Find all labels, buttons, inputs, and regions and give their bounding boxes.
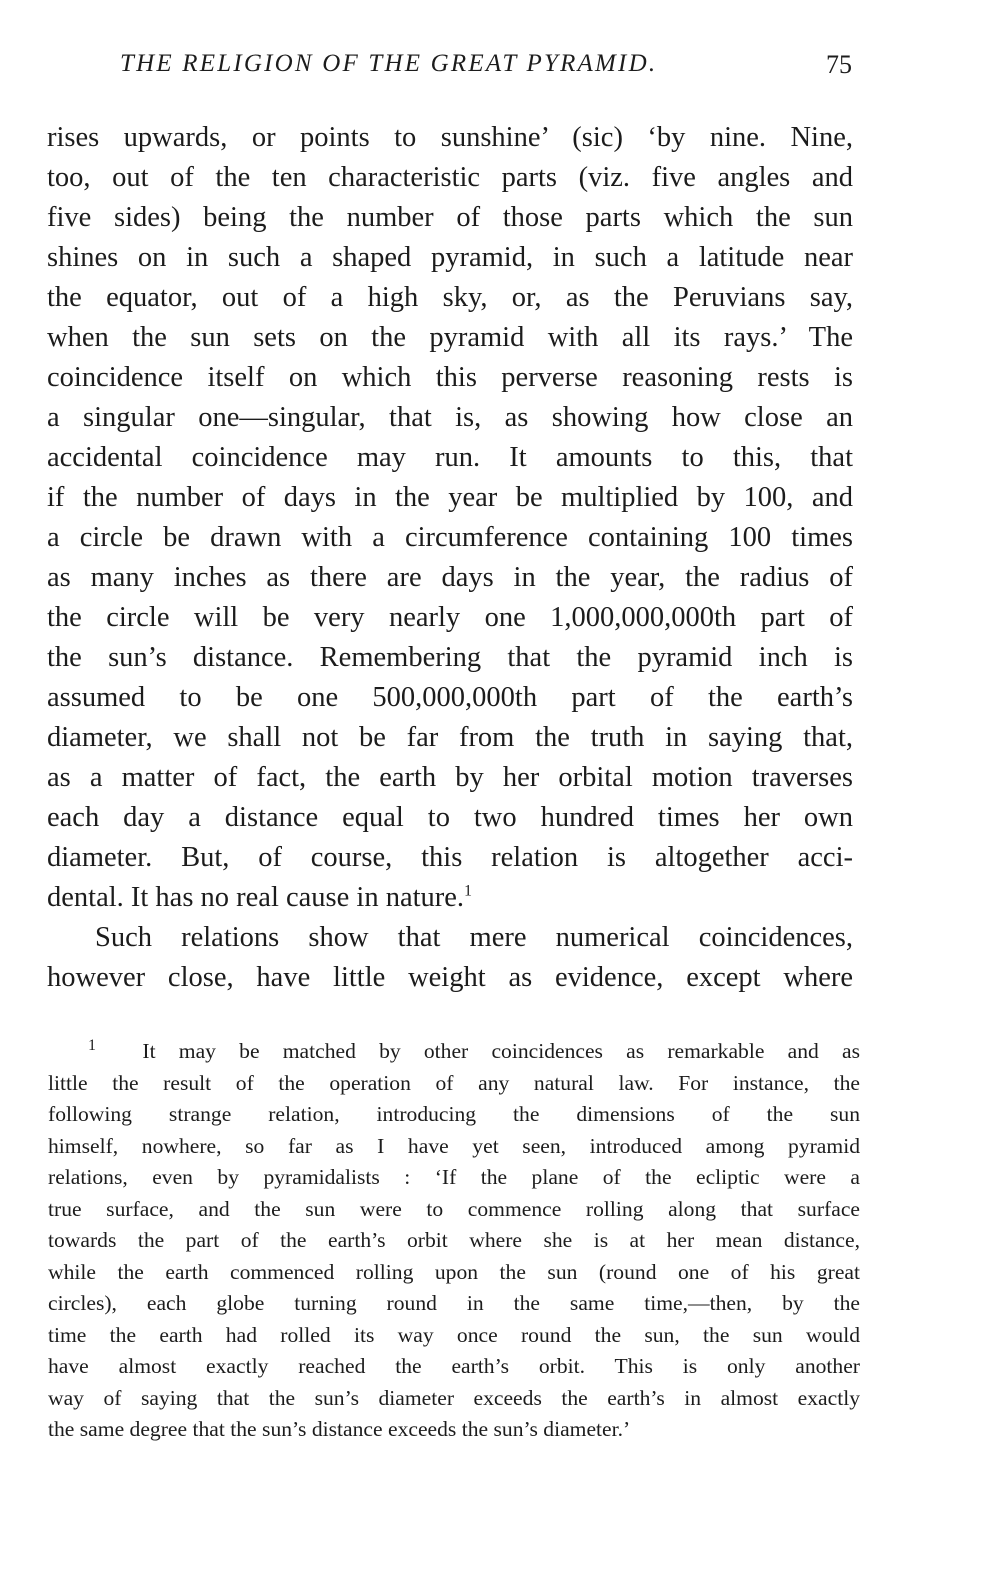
body-line: a singular one—singular, that is, as showing how close an — [47, 402, 853, 433]
body-line: the circle will be very nearly one 1,000,000,000th part of — [47, 602, 853, 633]
body-line: a circle be drawn with a circumference containing 100 times — [47, 522, 853, 553]
body-line: assumed to be one 500,000,000th part of the earth’s — [47, 682, 853, 713]
footnote-line-text: It may be matched by other coincidences as remarkable and as — [142, 1039, 860, 1063]
paragraph-start-line: Such relations show that mere numerical coincidences, — [95, 922, 853, 953]
body-line: five sides) being the number of those parts which the sun — [47, 202, 853, 233]
body-line: shines on in such a shaped pyramid, in such a latitude near — [47, 242, 853, 273]
body-line: diameter. But, of course, this relation is altogether acci- — [47, 842, 853, 873]
footnote-marker: 1 — [88, 1036, 96, 1054]
running-header — [110, 50, 900, 90]
body-line: accidental coincidence may run. It amounts to this, that — [47, 442, 853, 473]
footnote-reference[interactable]: 1 — [464, 882, 473, 900]
body-line: diameter, we shall not be far from the truth in saying that, — [47, 722, 853, 753]
running-title: THE RELIGION OF THE GREAT PYRAMID. — [120, 50, 658, 77]
footnote-line: following strange relation, introducing the dimensions of the sun — [48, 1102, 860, 1126]
footnote-line: the same degree that the sun’s distance exceeds the sun’s diameter.’ — [48, 1417, 631, 1441]
page-number: 75 — [826, 50, 852, 79]
footnote-line: circles), each globe turning round in the same time,—then, by the — [48, 1291, 860, 1315]
body-line-text: dental. It has no real cause in nature. — [47, 882, 465, 913]
footnote-line: have almost exactly reached the earth’s orbit. This is only another — [48, 1354, 860, 1378]
body-line: however close, have little weight as evidence, except where — [47, 962, 853, 993]
footnote-line: time the earth had rolled its way once round the sun, the sun would — [48, 1322, 860, 1347]
footnote-line: little the result of the operation of any natural law. For instance, the — [48, 1070, 860, 1095]
body-text — [47, 118, 853, 998]
body-line: as many inches as there are days in the year, the radius of — [47, 562, 853, 593]
footnote-line: way of saying that the sun’s diameter exceeds the earth’s in almost exactly — [48, 1385, 860, 1410]
footnote — [48, 1036, 860, 1446]
body-line: too, out of the ten characteristic parts (viz. five angles and — [47, 162, 853, 193]
body-line: coincidence itself on which this perverse reasoning rests is — [47, 362, 853, 393]
body-line: each day a distance equal to two hundred times her own — [47, 802, 853, 833]
footnote-first-line — [48, 1036, 860, 1068]
body-line: the equator, out of a high sky, or, as the Peruvians say, — [47, 282, 853, 313]
footnote-line: himself, nowhere, so far as I have yet seen, introduced among pyramid — [48, 1133, 860, 1158]
body-line: when the sun sets on the pyramid with all its rays.’ The — [47, 322, 853, 353]
footnote-line: relations, even by pyramidalists : ‘If the plane of the ecliptic were a — [48, 1165, 860, 1189]
body-line: as a matter of fact, the earth by her orbital motion traverses — [47, 762, 853, 793]
footnote-line: towards the part of the earth’s orbit where she is at her mean distance, — [48, 1228, 860, 1252]
body-line: the sun’s distance. Remembering that the pyramid inch is — [47, 642, 853, 673]
footnote-line: while the earth commenced rolling upon the sun (round one of his great — [48, 1259, 860, 1284]
footnote-line: true surface, and the sun were to commence rolling along that surface — [48, 1196, 860, 1221]
body-line-with-note — [47, 878, 853, 918]
body-line: if the number of days in the year be multiplied by 100, and — [47, 482, 853, 513]
body-line: rises upwards, or points to sunshine’ (sic) ‘by nine. Nine, — [47, 122, 853, 153]
